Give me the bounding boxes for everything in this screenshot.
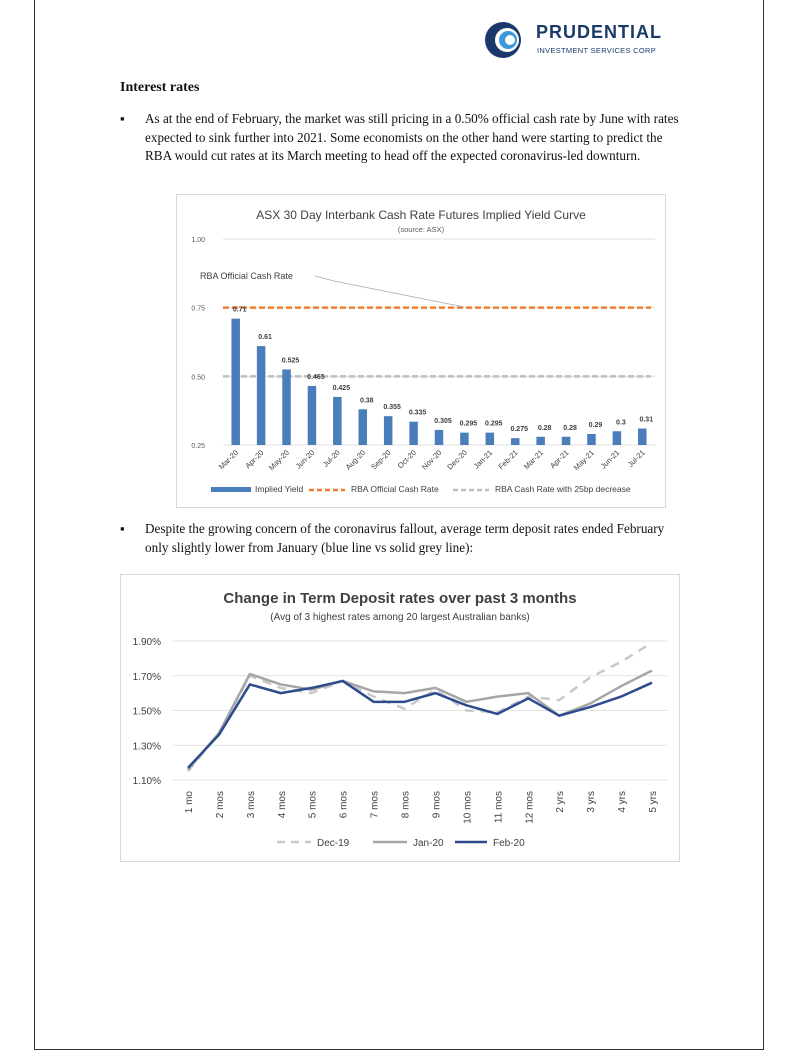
legend-label-implied-yield: Implied Yield — [255, 484, 304, 494]
chart-legend — [277, 838, 525, 849]
logo-subtitle: INVESTMENT SERVICES CORP — [537, 46, 657, 55]
chart-legend — [211, 484, 631, 494]
y-tick-label: 1.00 — [191, 237, 205, 244]
bar-aug-20 — [359, 409, 368, 445]
yield-curve-chart-svg — [177, 195, 665, 507]
data-label: 0.425 — [332, 384, 351, 392]
x-tick-label: 7 mos — [369, 791, 381, 819]
x-tick-label: 4 yrs — [617, 791, 629, 813]
x-tick-label: 2 mos — [214, 791, 226, 819]
term-deposit-chart — [120, 574, 680, 862]
bar-jul-20 — [333, 397, 342, 445]
chart-title: ASX 30 Day Interbank Cash Rate Futures Implied Yield Curve — [256, 208, 586, 222]
x-tick-label: Aug-20 — [343, 448, 368, 472]
bar-jan-21 — [486, 433, 495, 445]
x-tick-label: 3 mos — [245, 791, 257, 819]
annotation-leader-line — [315, 276, 464, 307]
bullet-text: Despite the growing concern of the coronavirus fallout, average term deposit rates ended February only slightly lower from January (blue line vs solid grey line): — [145, 521, 665, 555]
data-label: 0.305 — [434, 417, 452, 425]
data-label: 0.525 — [281, 357, 300, 365]
x-tick-label: Jan-21 — [471, 448, 495, 471]
data-label: 0.355 — [383, 404, 401, 412]
bar-jul-21 — [638, 429, 647, 445]
x-tick-label: 12 mos — [524, 791, 536, 824]
bar-jun-21 — [613, 431, 622, 445]
bar-dec-20 — [460, 433, 469, 445]
bullet-marker: ▪ — [120, 521, 125, 536]
bar-oct-20 — [409, 422, 418, 445]
y-tick-label: 1.10% — [132, 776, 161, 787]
x-tick-label: Feb-21 — [496, 448, 520, 472]
x-tick-label: 5 mos — [307, 791, 319, 819]
series-line-feb-20 — [188, 681, 652, 768]
bar-sep-20 — [384, 416, 393, 445]
bar-feb-21 — [511, 438, 520, 445]
data-label: 0.335 — [408, 409, 427, 417]
x-tick-label: May-21 — [571, 448, 596, 473]
bar-may-20 — [282, 369, 291, 445]
x-tick-label: Sep-20 — [369, 448, 393, 472]
legend-label-official-rate: RBA Official Cash Rate — [351, 484, 439, 494]
data-label: 0.38 — [359, 397, 374, 405]
bar-nov-20 — [435, 430, 444, 445]
section-heading: Interest rates — [120, 80, 200, 95]
x-tick-label: 10 mos — [462, 791, 474, 824]
data-label: 0.61 — [258, 334, 272, 342]
data-label: 0.275 — [510, 426, 529, 434]
bar-mar-21 — [536, 437, 545, 445]
x-tick-label: Mar-20 — [216, 448, 241, 472]
x-tick-label: Oct-20 — [395, 448, 419, 471]
data-label: 0.28 — [537, 424, 552, 432]
data-label: 0.29 — [588, 422, 603, 430]
yield-curve-chart — [176, 194, 666, 508]
x-tick-label: 8 mos — [400, 791, 412, 819]
y-tick-label: 1.30% — [132, 741, 161, 753]
logo-name: PRUDENTIAL — [536, 22, 662, 42]
data-label: 0.3 — [616, 419, 626, 427]
bar-may-21 — [587, 434, 596, 445]
logo — [480, 20, 680, 62]
x-tick-label: 5 yrs — [648, 791, 659, 813]
chart-subtitle: (Avg of 3 highest rates among 20 largest Australian banks) — [270, 612, 530, 623]
x-tick-label: Apr-20 — [243, 448, 266, 471]
data-label: 0.28 — [563, 424, 577, 432]
x-tick-label: Mar-21 — [521, 448, 546, 472]
x-tick-label: May-20 — [266, 448, 291, 473]
chart-subtitle: (source: ASX) — [397, 225, 445, 234]
x-tick-label: 11 mos — [493, 791, 505, 824]
y-tick-label: 0.25 — [191, 443, 205, 450]
data-label: 0.295 — [459, 420, 478, 428]
annotation-label: RBA Official Cash Rate — [200, 271, 293, 281]
bar-apr-21 — [562, 437, 571, 445]
x-tick-label: 1 mo — [184, 791, 195, 814]
x-tick-label: Jun-20 — [293, 448, 317, 471]
x-tick-label: Jun-21 — [598, 448, 622, 471]
legend-label-dec-19: Dec-19 — [317, 838, 350, 849]
bar-apr-20 — [257, 346, 266, 445]
data-label: 0.31 — [639, 416, 654, 424]
data-label: 0.71 — [232, 306, 247, 314]
data-label: 0.295 — [485, 420, 503, 428]
x-tick-label: Jul-20 — [320, 448, 342, 469]
legend-swatch-implied-yield — [211, 487, 251, 492]
y-tick-label: 0.50 — [191, 374, 205, 382]
y-tick-label: 1.90% — [132, 637, 161, 648]
x-tick-label: 4 mos — [276, 791, 288, 819]
legend-label-feb-20: Feb-20 — [493, 838, 525, 849]
bar-jun-20 — [308, 386, 317, 445]
x-tick-label: 2 yrs — [555, 791, 567, 813]
legend-label-25bp-decrease: RBA Cash Rate with 25bp decrease — [495, 484, 631, 494]
x-tick-label: 9 mos — [431, 791, 443, 819]
bar-mar-20 — [231, 319, 240, 445]
y-tick-label: 0.75 — [191, 305, 205, 313]
y-tick-label: 1.70% — [132, 671, 161, 683]
x-tick-label: Dec-20 — [445, 448, 469, 472]
x-tick-label: 3 yrs — [586, 791, 598, 813]
logo-mark-icon — [480, 20, 530, 62]
x-tick-label: Jul-21 — [625, 448, 647, 469]
data-label: 0.465 — [307, 373, 325, 381]
x-tick-label: 6 mos — [338, 791, 350, 819]
bullet-marker: ▪ — [120, 111, 125, 126]
y-tick-label: 1.50% — [132, 706, 161, 718]
x-tick-label: Nov-20 — [419, 448, 444, 472]
bullet-text: As at the end of February, the market was still pricing in a 0.50% official cash rate by June with rates expected to sink further into 2021. Some economists on the other hand were starting to predict the RBA would cut rates at its March meeting to head off the expected coronavirus-led downturn. — [145, 111, 679, 163]
x-tick-label: Apr-21 — [548, 448, 571, 471]
term-deposit-chart-svg — [121, 575, 679, 861]
chart-title: Change in Term Deposit rates over past 3 months — [223, 590, 577, 607]
legend-label-jan-20: Jan-20 — [413, 838, 444, 849]
